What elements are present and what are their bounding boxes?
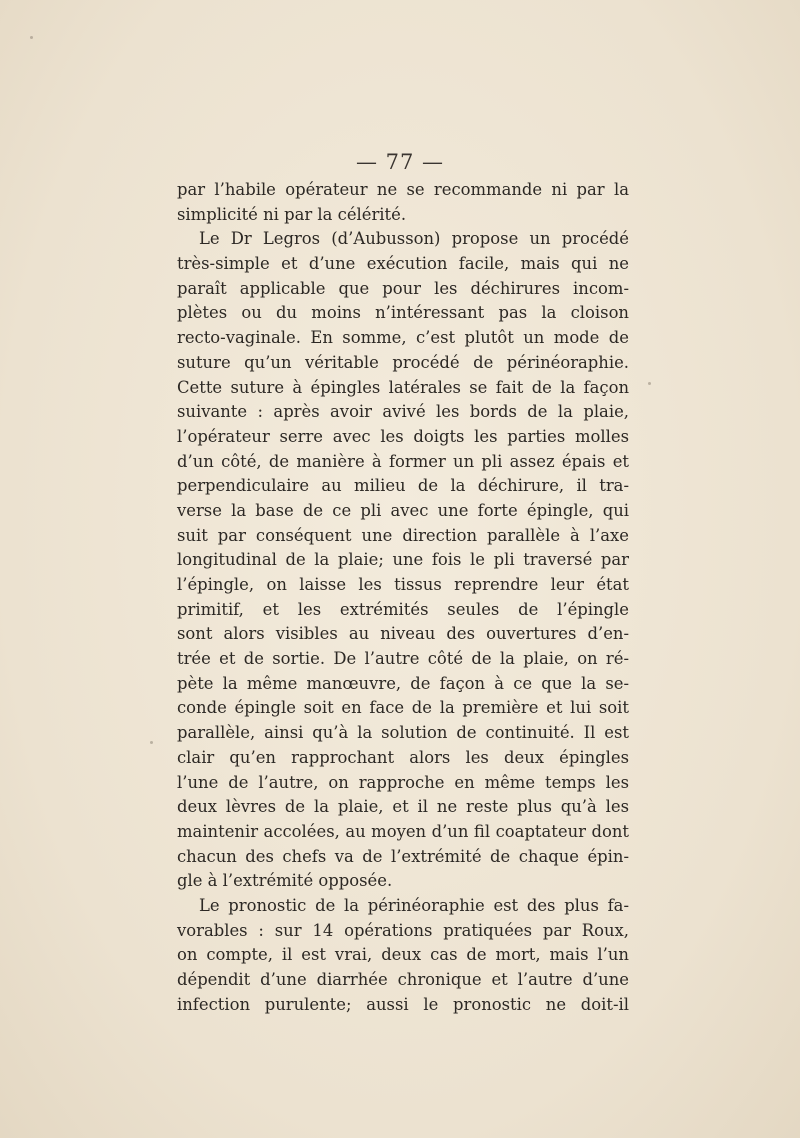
text-line: plètes ou du moins n’intéressant pas la cloison: [177, 303, 629, 323]
text-line: par l’habile opérateur ne se recommande ni par la: [177, 180, 629, 199]
text-line: l’opérateur serre avec les doigts les parties molles: [177, 426, 629, 446]
text-line: pète la même manœuvre, de façon à ce que la se-: [177, 673, 629, 693]
text-line: longitudinal de la plaie; une fois le pli traversé par: [177, 550, 629, 570]
text-line: trée et de sortie. De l’autre côté de la plaie, on ré-: [177, 649, 629, 669]
text-line: maintenir accolées, au moyen d’un fil coaptateur dont: [177, 821, 629, 841]
text-line: primitif, et les extrémités seules de l’épingle: [177, 599, 629, 619]
text-line: suit par conséquent une direction parallèle à l’axe: [177, 525, 629, 545]
text-line: l’une de l’autre, on rapproche en même temps les: [177, 772, 629, 792]
text-line: infection purulente; aussi le pronostic ne doit-il: [177, 994, 629, 1014]
text-line: on compte, il est vrai, deux cas de mort, mais l’un: [177, 945, 629, 965]
body-text: [177, 178, 629, 1017]
paper-speck: [648, 382, 651, 385]
text-line: chacun des chefs va de l’extrémité de chaque épin-: [177, 846, 629, 866]
text-line: suture qu’un véritable procédé de périnéoraphie.: [177, 352, 629, 372]
text-line: Le Dr Legros (d’Aubusson) propose un procédé: [199, 229, 629, 249]
paper-speck: [30, 36, 33, 39]
text-line: Cette suture à épingles latérales se fait de la façon: [177, 377, 629, 397]
text-line: l’épingle, on laisse les tissus reprendre leur état: [177, 575, 629, 594]
page-number: — 77 —: [355, 150, 445, 174]
text-line: dépendit d’une diarrhée chronique et l’autre d’une: [177, 970, 629, 989]
text-line: d’un côté, de manière à former un pli assez épais et: [177, 451, 629, 471]
text-line: sont alors visibles au niveau des ouvertures d’en-: [177, 624, 629, 644]
text-line: très-simple et d’une exécution facile, mais qui ne: [177, 254, 629, 274]
text-line: conde épingle soit en face de la première et lui soit: [177, 698, 629, 718]
text-line: paraît applicable que pour les déchirures incom-: [177, 278, 629, 298]
text-line: Le pronostic de la périnéoraphie est des plus fa-: [199, 895, 629, 915]
text-line: deux lèvres de la plaie, et il ne reste plus qu’à les: [177, 797, 629, 817]
text-line: vorables : sur 14 opérations pratiquées par Roux,: [177, 920, 629, 940]
text-line: recto-vaginale. En somme, c’est plutôt un mode de: [177, 328, 629, 348]
text-line: simplicité ni par la célérité.: [177, 204, 407, 224]
paper-speck: [150, 741, 153, 744]
text-line: gle à l’extrémité opposée.: [177, 871, 393, 891]
text-line: verse la base de ce pli avec une forte épingle, qui: [177, 500, 629, 520]
text-line: clair qu’en rapprochant alors les deux épingles: [177, 747, 629, 767]
text-line: parallèle, ainsi qu’à la solution de continuité. Il est: [177, 723, 629, 743]
text-line: suivante : après avoir avivé les bords de la plaie,: [177, 402, 629, 422]
text-line: perpendiculaire au milieu de la déchirure, il tra-: [177, 476, 629, 496]
